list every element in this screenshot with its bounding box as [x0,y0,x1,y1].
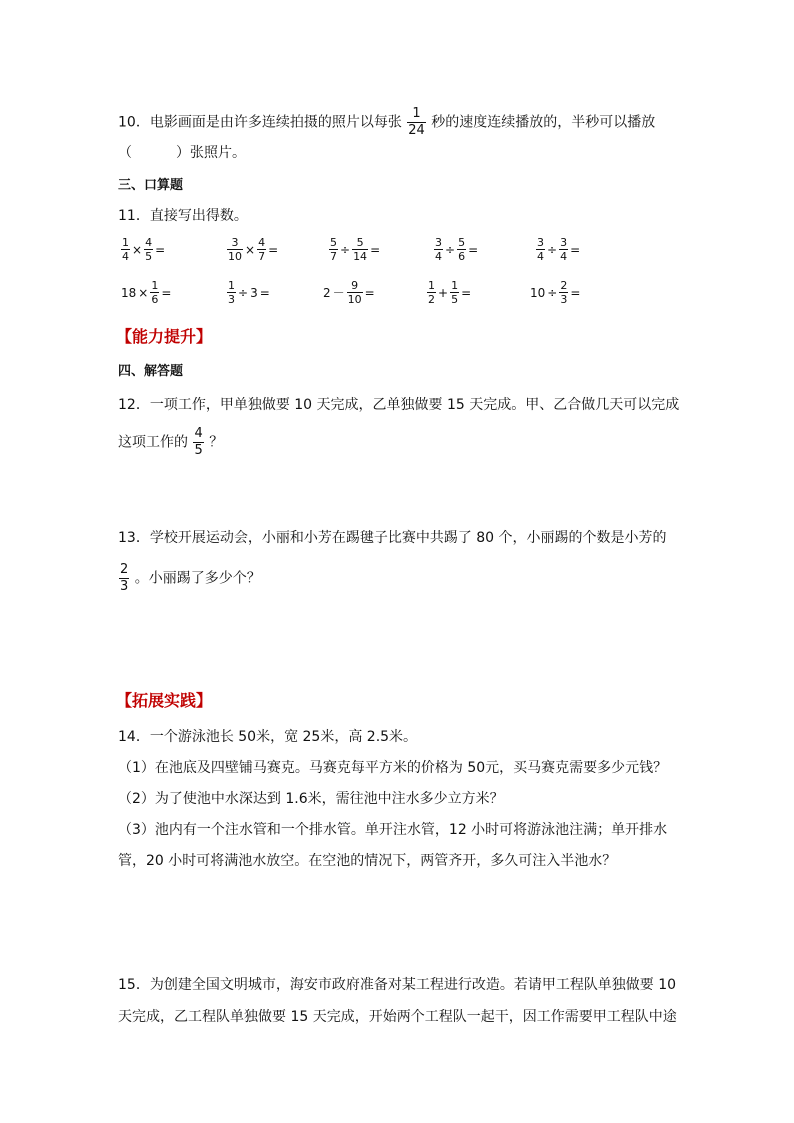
section4-title: 四、解答题 [118,364,184,379]
operator: × [132,242,143,257]
calc-1-1 [120,236,166,263]
q10-fraction-den: 24 [408,123,425,138]
calc-2-4 [426,279,472,306]
q10-fraction [407,106,426,139]
whole-number: 2 [323,285,331,300]
denominator: 2 [428,293,435,306]
operator: ÷ [238,285,249,300]
q10-line1 [118,106,655,139]
denominator: 5 [451,293,459,306]
calc-1-3 [328,236,381,263]
equals-sign: = [461,285,472,300]
calc-1-4 [433,236,479,263]
q12-line1: 12．一项工作，甲单独做要 10 天完成，乙单独做要 15 天完成。甲、乙合做几天可以完成 [118,397,680,413]
equals-sign: = [570,242,581,257]
q10-fraction-num: 1 [412,106,421,121]
denominator: 4 [537,250,544,263]
numerator: 1 [122,236,129,249]
q12-fraction-den: 5 [194,443,203,458]
calc-fraction [559,279,568,306]
whole-number: 10 [530,285,546,300]
equals-sign: = [570,285,581,300]
q12-line2 [118,426,223,459]
numerator: 5 [458,236,466,249]
calc-2-2 [226,279,271,306]
q10-close-text: ）张照片。 [176,145,246,161]
calc-fraction [450,279,459,306]
operator: ÷ [547,242,558,257]
q10-line2 [118,143,246,163]
calc-fraction [352,236,368,263]
denominator: 3 [560,293,568,306]
denominator: 7 [258,250,266,263]
operator: + [438,285,449,300]
numerator: 1 [228,279,235,292]
q14-sub3-line2: 管，20 小时可将满池水放空。在空池的情况下，两管齐开，多久可注入半池水？ [118,853,617,869]
denominator: 6 [151,293,159,306]
denominator: 10 [347,293,362,306]
q13-line2 [118,562,261,595]
section3-title: 三、口算题 [118,178,184,193]
q10-text-before: 10．电影画面是由许多连续拍摄的照片以每张 [118,114,402,131]
operator: ÷ [547,285,558,300]
q12-fraction [193,426,203,459]
numerator: 3 [560,236,568,249]
calc-fraction [536,236,545,263]
numerator: 1 [151,279,159,292]
q14-sub2: （2）为了使池中水深达到 1.6米，需往池中注水多少立方米？ [118,791,504,807]
calc-fraction [144,236,153,263]
q13-text-after: 。小丽踢了多少个？ [134,570,261,587]
equals-sign: = [370,242,381,257]
numerator: 3 [537,236,544,249]
q14-sub1: （1）在池底及四壁铺马赛克。马赛克每平方米的价格为 50元，买马赛克需要多少元钱？ [118,760,668,776]
q12-text-before: 这项工作的 [118,434,188,451]
q10-open-paren: （ [118,145,132,161]
numerator: 5 [330,236,337,249]
q12-text-after: ？ [209,434,224,451]
q10-text-after: 秒的速度连续播放的，半秒可以播放 [431,114,656,131]
calc-1-2 [226,236,279,263]
numerator: 1 [451,279,459,292]
operator: ÷ [445,242,456,257]
q13-fraction-num: 2 [120,562,129,577]
denominator: 5 [145,250,153,263]
operator: － [332,286,345,300]
numerator: 9 [351,279,359,292]
q15-line1: 15．为创建全国文明城市，海安市政府准备对某工程进行改造。若请甲工程队单独做要 10 [118,977,677,993]
denominator: 14 [353,250,368,263]
denominator: 4 [122,250,129,263]
numerator: 5 [356,236,364,249]
calc-fraction [427,279,436,306]
calc-fraction [434,236,443,263]
calc-fraction [457,236,466,263]
q13-fraction-den: 3 [120,579,129,594]
calc-fraction [257,236,266,263]
numerator: 4 [145,236,153,249]
operator: × [138,285,149,300]
denominator: 10 [228,250,242,263]
numerator: 3 [435,236,442,249]
equals-sign: = [364,285,375,300]
equals-sign: = [155,242,166,257]
calc-2-1 [120,279,172,306]
denominator: 4 [435,250,442,263]
numerator: 1 [428,279,435,292]
numerator: 4 [258,236,266,249]
whole-number: 18 [121,285,137,300]
equals-sign: = [268,242,279,257]
calc-fraction [227,279,236,306]
calc-fraction [121,236,130,263]
calc-2-5 [529,279,581,306]
denominator: 7 [330,250,337,263]
equals-sign: = [259,285,270,300]
operator: ÷ [340,242,351,257]
calc-fraction [347,279,363,306]
calc-fraction [227,236,243,263]
heading-ability: 【能力提升】 [116,327,213,346]
q14-sub3-line1: （3）池内有一个注水管和一个排水管。单开注水管，12 小时可将游泳池注满；单开排水 [118,822,668,838]
calc-fraction [150,279,159,306]
q13-fraction [119,562,129,595]
heading-practice: 【拓展实践】 [116,691,213,710]
denominator: 3 [228,293,235,306]
q15-line2: 天完成，乙工程队单独做要 15 天完成，开始两个工程队一起干，因工作需要甲工程队中途 [118,1009,677,1025]
whole-number: 3 [250,285,258,300]
q14-line1: 14．一个游泳池长 50米，宽 25米，高 2.5米。 [118,729,418,745]
operator: × [245,242,256,257]
calc-fraction [329,236,338,263]
q11-text: 11．直接写出得数。 [118,208,248,224]
denominator: 6 [458,250,466,263]
numerator: 2 [560,279,568,292]
calc-2-3 [322,279,376,306]
equals-sign: = [161,285,172,300]
numerator: 3 [231,236,239,249]
equals-sign: = [468,242,479,257]
denominator: 4 [560,250,568,263]
q12-fraction-num: 4 [194,426,203,441]
q13-line1: 13．学校开展运动会，小丽和小芳在踢毽子比赛中共踢了 80 个，小丽踢的个数是小芳的 [118,530,667,546]
calc-1-5 [535,236,581,263]
calc-fraction [559,236,568,263]
